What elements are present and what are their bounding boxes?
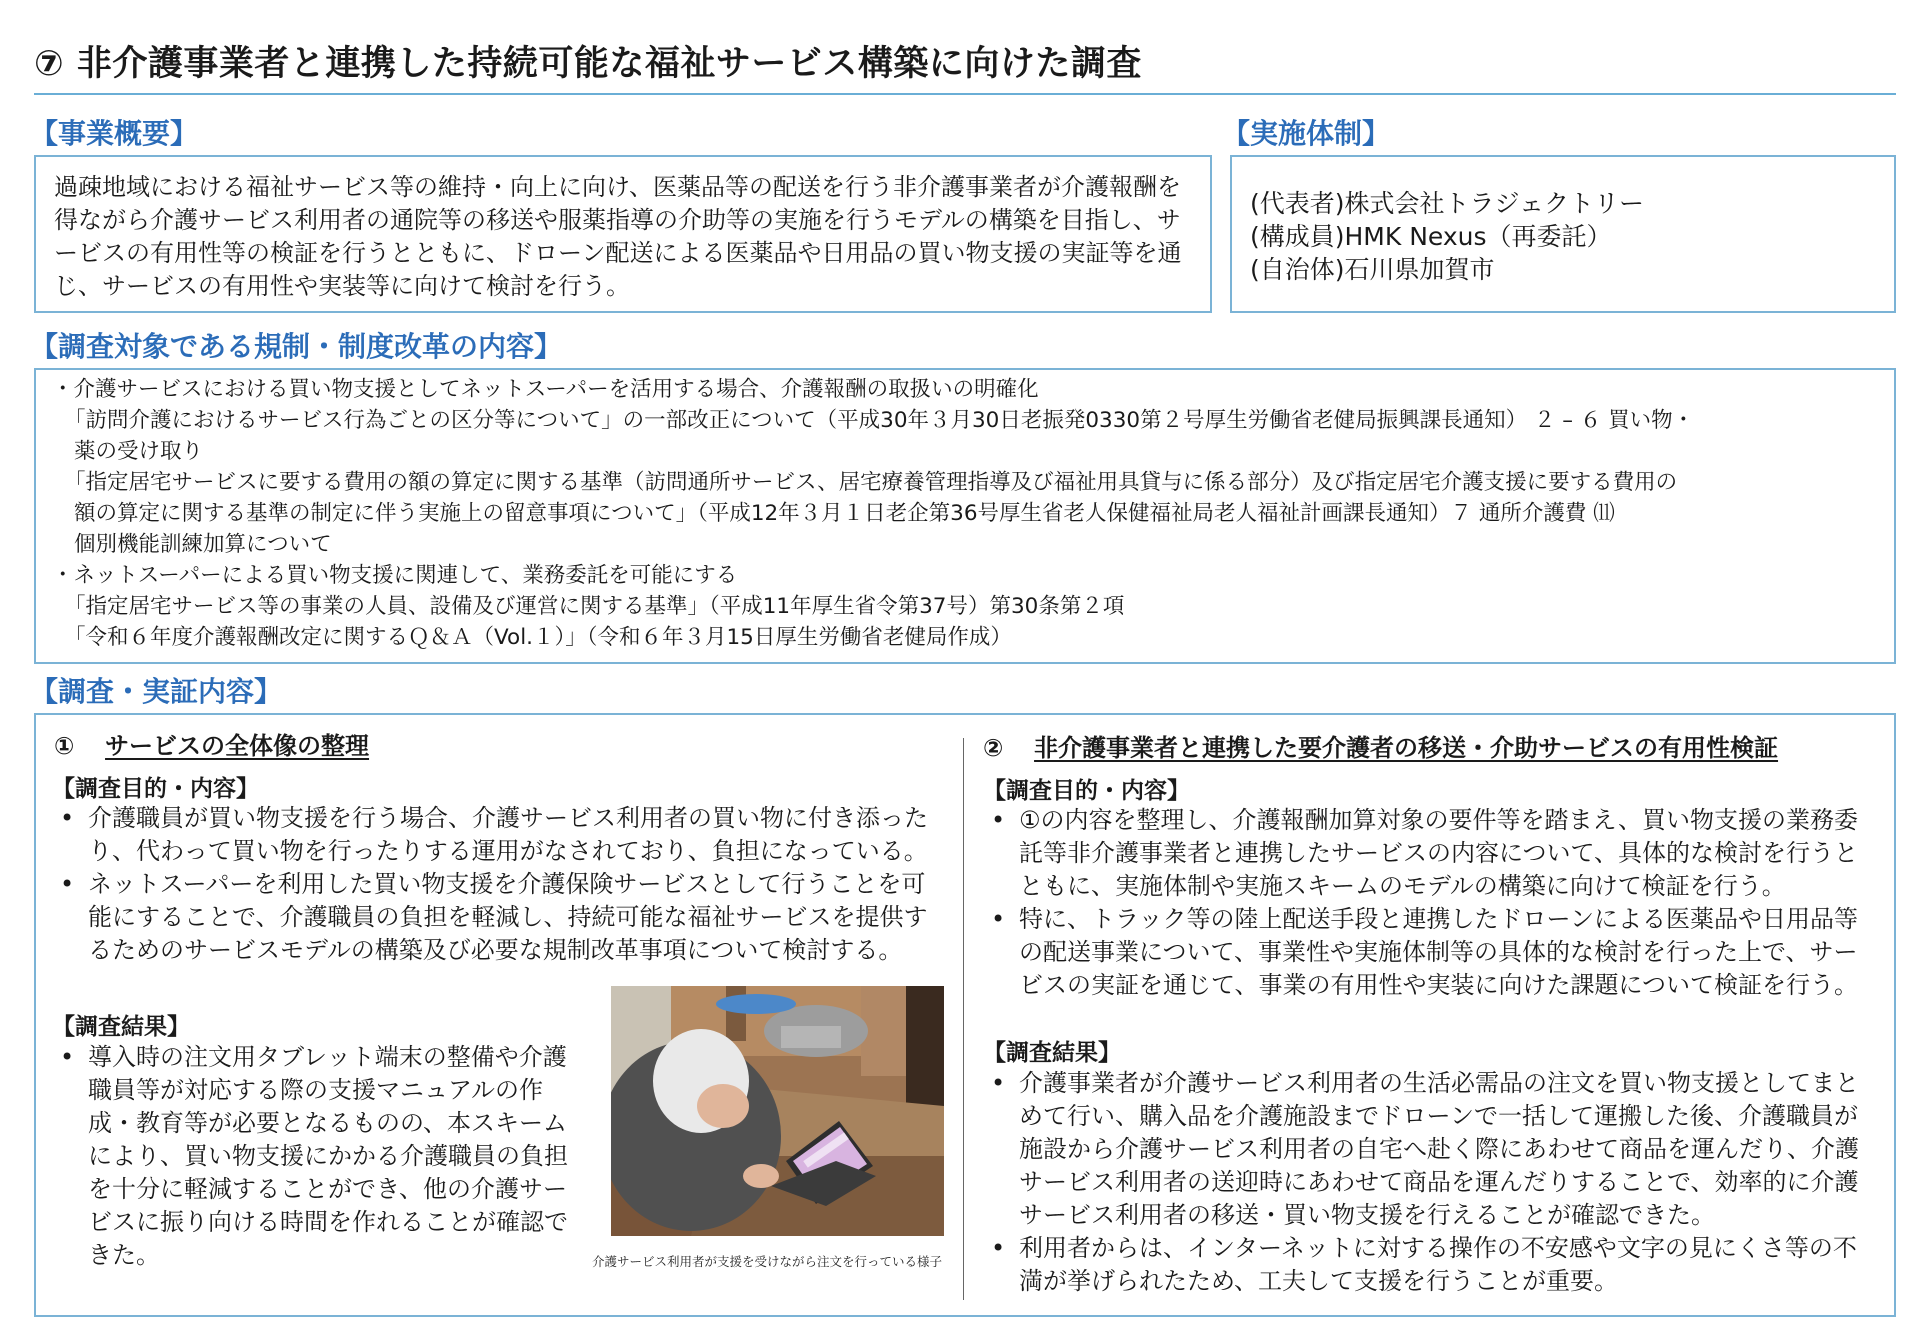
left-result-heading: 【調査結果】 xyxy=(52,1014,190,1040)
right-purpose-heading: 【調査目的・内容】 xyxy=(983,778,1190,804)
list-item: • 介護事業者が介護サービス利用者の生活必需品の注文を買い物支援としてまとめて行い、購入品を介護施設までドローンで一括して運搬した後、介護職員が施設から介護サービス利用者の自宅へ赴く際にあわせて商品を運んだり、介護サービス利用者の送迎時にあわせて商品を運んだりすることで、効率的に介護サービス利用者の移送・買い物支援を行えることが確認できた。 xyxy=(983,1067,1875,1232)
list-item: • ネットスーパーを利用した買い物支援を介護保険サービスとして行うことを可能にすることで、介護職員の負担を軽減し、持続可能な福祉サービスを提供するためのサービスモデルの構築及び必要な規制改革事項について検討する。 xyxy=(52,868,944,967)
list-item: • 介護職員が買い物支援を行う場合、介護サービス利用者の買い物に付き添ったり、代わって買い物を行ったりする運用がなされており、負担になっている。 xyxy=(52,802,944,868)
left-purpose-list xyxy=(52,802,944,967)
right-result-heading: 【調査結果】 xyxy=(983,1040,1121,1066)
regulation-line: 「指定居宅サービス等の事業の人員、設備及び運営に関する基準」（平成11年厚生省令第37号）第30条第２項 xyxy=(64,594,1125,619)
right-result-list xyxy=(983,1067,1875,1298)
list-item: • 導入時の注文用タブレット端末の整備や介護職員等が対応する際の支援マニュアルの作成・教育等が必要となるものの、本スキームにより、買い物支援にかかる介護職員の負担を十分に軽減することができ、他の介護サービスに振り向ける時間を作れることが確認できた。 xyxy=(52,1041,584,1272)
regulation-line: 「令和６年度介護報酬改定に関するＱ＆Ａ（Vol.１）」（令和６年３月15日厚生労働省老健局作成） xyxy=(64,625,1012,650)
organization-member: (構成員)HMK Nexus（再委託） xyxy=(1250,222,1612,251)
organization-municipality: (自治体)石川県加賀市 xyxy=(1250,255,1495,284)
regulation-box xyxy=(34,368,1896,664)
left-purpose-heading: 【調査目的・内容】 xyxy=(52,776,259,802)
regulation-line: ・ネットスーパーによる買い物支援に関連して、業務委託を可能にする xyxy=(52,563,738,588)
left-section-title-text: サービスの全体像の整理 xyxy=(105,732,370,760)
overview-heading: 【事業概要】 xyxy=(30,117,199,150)
right-section-title-text: 非介護事業者と連携した要介護者の移送・介助サービスの有用性検証 xyxy=(1034,734,1779,762)
organization-heading: 【実施体制】 xyxy=(1222,117,1391,150)
left-result-list xyxy=(52,1041,584,1272)
list-item: • 利用者からは、インターネットに対する操作の不安感や文字の見にくさ等の不満が挙げられたため、工夫して支援を行うことが重要。 xyxy=(983,1232,1875,1298)
regulation-line: 「訪問介護におけるサービス行為ごとの区分等について」の一部改正について（平成30年３月30日老振発0330第２号厚生労働省老健局振興課長通知） ２ – ６ 買い物・ xyxy=(64,408,1695,433)
regulation-line: ・介護サービスにおける買い物支援としてネットスーパーを活用する場合、介護報酬の取扱いの明確化 xyxy=(52,377,1039,402)
right-section-title xyxy=(983,728,1778,763)
list-item: • ①の内容を整理し、介護報酬加算対象の要件等を踏まえ、買い物支援の業務委託等非介護事業者と連携したサービスの内容について、具体的な検討を行うとともに、実施体制や実施スキームのモデルの構築に向けて検証を行う。 xyxy=(983,804,1875,903)
left-section-title xyxy=(54,726,369,761)
organization-box xyxy=(1230,155,1896,313)
title-divider xyxy=(34,93,1896,95)
support-photo xyxy=(611,986,944,1236)
photo-caption: 介護サービス利用者が支援を受けながら注文を行っている様子 xyxy=(592,1254,943,1269)
left-section-number: ① xyxy=(54,732,75,760)
right-purpose-list xyxy=(983,804,1875,1002)
right-section-number: ② xyxy=(983,734,1004,762)
organization-representative: (代表者)株式会社トラジェクトリー xyxy=(1250,189,1645,218)
regulation-heading: 【調査対象である規制・制度改革の内容】 xyxy=(30,330,563,363)
list-item: • 特に、トラック等の陸上配送手段と連携したドローンによる医薬品や日用品等の配送事業について、事業性や実施体制等の具体的な検討を行った上で、サービスの実証を通じて、事業の有用性や実装に向けた課題について検証を行う。 xyxy=(983,903,1875,1002)
column-divider xyxy=(963,738,964,1300)
support-photo-illustration xyxy=(611,986,944,1236)
overview-box xyxy=(34,155,1212,313)
regulation-line: 額の算定に関する基準の制定に伴う実施上の留意事項について」（平成12年３月１日老企第36号厚生省老人保健福祉局老人福祉計画課長通知）７ 通所介護費 ⑾ xyxy=(74,501,1615,526)
page-title: ⑦ 非介護事業者と連携した持続可能な福祉サービス構築に向けた調査 xyxy=(34,44,1142,84)
regulation-line: 「指定居宅サービスに要する費用の額の算定に関する基準（訪問通所サービス、居宅療養管理指導及び福祉用具貸与に係る部分）及び指定居宅介護支援に要する費用の xyxy=(64,470,1678,495)
regulation-line: 個別機能訓練加算について xyxy=(74,532,332,557)
overview-text: 過疎地域における福祉サービス等の維持・向上に向け、医薬品等の配送を行う非介護事業者が介護報酬を得ながら介護サービス利用者の通院等の移送や服薬指導の介助等の実施を行うモデルの構築を目指し、サービスの有用性等の検証を行うとともに、ドローン配送による医薬品や日用品の買い物支援の実証等を通じ、サービスの有用性や実装等に向けて検討を行う。 xyxy=(54,173,1182,300)
research-heading: 【調査・実証内容】 xyxy=(30,675,283,708)
regulation-line: 薬の受け取り xyxy=(74,439,204,464)
